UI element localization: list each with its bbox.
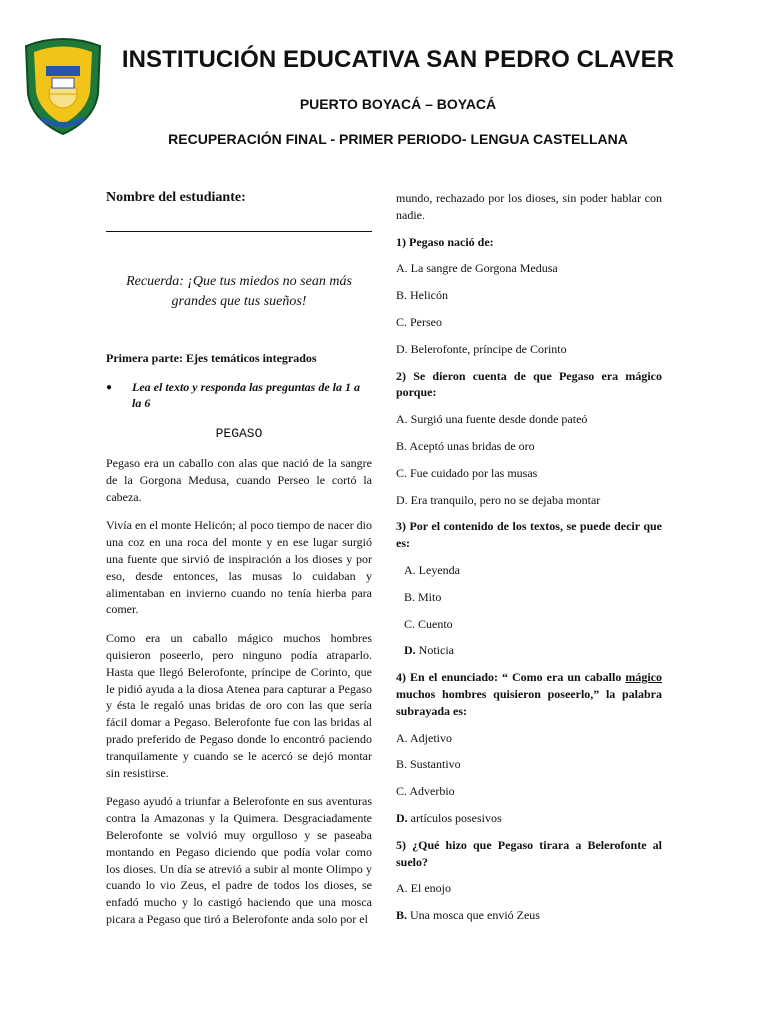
- story-paragraph: Pegaso ayudó a triunfar a Belerofonte en sus aventuras contra la Amazonas y la Quimera. Desgraciadamente Belerofonte se volvió muy orgulloso y se paseaba montando en Pegaso diciendo que podía volar como los dioses. Un día se atrevió a subir al monte Olimpo y cuando lo vio Zeus, el padre de todos los dioses, se enfadó mucho y lo castigó haciendo que una mosca picara a Pegaso que tiró a Belerofonte anda solo por el: [106, 794, 372, 926]
- instruction-text: Lea el texto y responda las preguntas de la 1 a la 6: [132, 379, 360, 411]
- q3-option-d-text: Noticia: [415, 643, 454, 658]
- q3-option-a: A. Leyenda: [404, 562, 460, 577]
- q1-option-b: B. Helicón: [396, 288, 448, 303]
- left-column: [106, 190, 372, 928]
- question-3: 3) Por el contenido de los textos, se puede decir que es:: [396, 519, 662, 551]
- q3-option-d: [404, 642, 662, 659]
- question-1: 1) Pegaso nació de:: [396, 234, 494, 249]
- q4-option-a: A. Adjetivo: [396, 730, 452, 745]
- institution-title: INSTITUCIÓN EDUCATIVA SAN PEDRO CLAVER: [121, 46, 675, 73]
- q4-option-d-text: artículos posesivos: [407, 810, 502, 825]
- q5-option-a: A. El enojo: [396, 881, 451, 896]
- q5-option-b-text: Una mosca que envió Zeus: [407, 908, 540, 923]
- student-name-label: Nombre del estudiante:: [106, 190, 246, 205]
- q4-text-start: 4) En el enunciado: “ Como era un caballo: [396, 670, 626, 685]
- q5-option-b-letter: B.: [396, 908, 408, 923]
- story-continuation: mundo, rechazado por los dioses, sin poder hablar con nadie.: [396, 191, 662, 222]
- q1-option-c: C. Perseo: [396, 314, 442, 329]
- question-5: 5) ¿Qué hizo que Pegaso tirara a Belerofonte al suelo?: [396, 837, 662, 869]
- q4-option-c: C. Adverbio: [396, 784, 455, 799]
- instruction: [106, 379, 372, 413]
- q5-option-b: [396, 907, 662, 924]
- q2-option-c: C. Fue cuidado por las musas: [396, 465, 538, 480]
- question-4: [396, 669, 662, 719]
- motto: Recuerda: ¡Que tus miedos no sean más grandes que tus sueños!: [126, 273, 352, 309]
- location-heading: PUERTO BOYACÁ – BOYACÁ: [299, 96, 497, 112]
- story-title: PEGASO: [215, 426, 263, 442]
- right-column: [396, 190, 662, 924]
- story-paragraph: Vivía en el monte Helicón; al poco tiempo de nacer dio una coz en una roca del monte y en ese lugar surgió una fuente que sirvió de inspiración a los dioses y por eso, desde entonces, las musas lo cuidaban y alimentaban en invierno cuando no tenía hierba para comer.: [106, 518, 372, 617]
- q4-underlined-word: mágico: [625, 670, 662, 685]
- q4-option-d-letter: D.: [396, 810, 408, 825]
- school-crest-logo: [22, 36, 104, 136]
- student-name-field[interactable]: [106, 207, 372, 232]
- bullet-icon: ●: [106, 381, 113, 393]
- q4-text-end: muchos hombres quisieron poseerlo,” la palabra subrayada es:: [396, 686, 662, 718]
- q1-option-a: A. La sangre de Gorgona Medusa: [396, 261, 558, 276]
- q3-option-d-letter: D.: [404, 643, 416, 658]
- q4-option-d: [396, 810, 662, 827]
- story-paragraph: Como era un caballo mágico muchos hombres quisieron poseerlo, pero ninguno podía atraparlo. Hasta que llegó Belerofonte, príncipe de Corinto, que le pidió ayuda a la diosa Atenea para capturar a Pegaso y ésta le regaló unas bridas de oro con las que sería fácil domar a Pegaso. Belerofonte fue con las bridas al prado preferido de Pegaso donde lo encontró paciendo tranquilamente y cuando se le acercó se dejó montar sin resistirse.: [106, 631, 372, 780]
- q1-option-d: D. Belerofonte, príncipe de Corinto: [396, 341, 567, 356]
- q3-option-c: C. Cuento: [404, 616, 453, 631]
- story-paragraph: Pegaso era un caballo con alas que nació de la sangre de la Gorgona Medusa, cuando Perseo le cortó la cabeza.: [106, 455, 372, 504]
- q4-option-b: B. Sustantivo: [396, 757, 461, 772]
- exam-subtitle: RECUPERACIÓN FINAL - PRIMER PERIODO- LENGUA CASTELLANA: [168, 131, 628, 147]
- section-heading: Primera parte: Ejes temáticos integrados: [106, 350, 317, 365]
- q2-option-a: A. Surgió una fuente desde donde pateó: [396, 412, 588, 427]
- q2-option-d: D. Era tranquilo, pero no se dejaba montar: [396, 492, 601, 507]
- question-2: 2) Se dieron cuenta de que Pegaso era mágico porque:: [396, 368, 662, 400]
- q2-option-b: B. Aceptó unas bridas de oro: [396, 438, 535, 453]
- q3-option-b: B. Mito: [404, 589, 442, 604]
